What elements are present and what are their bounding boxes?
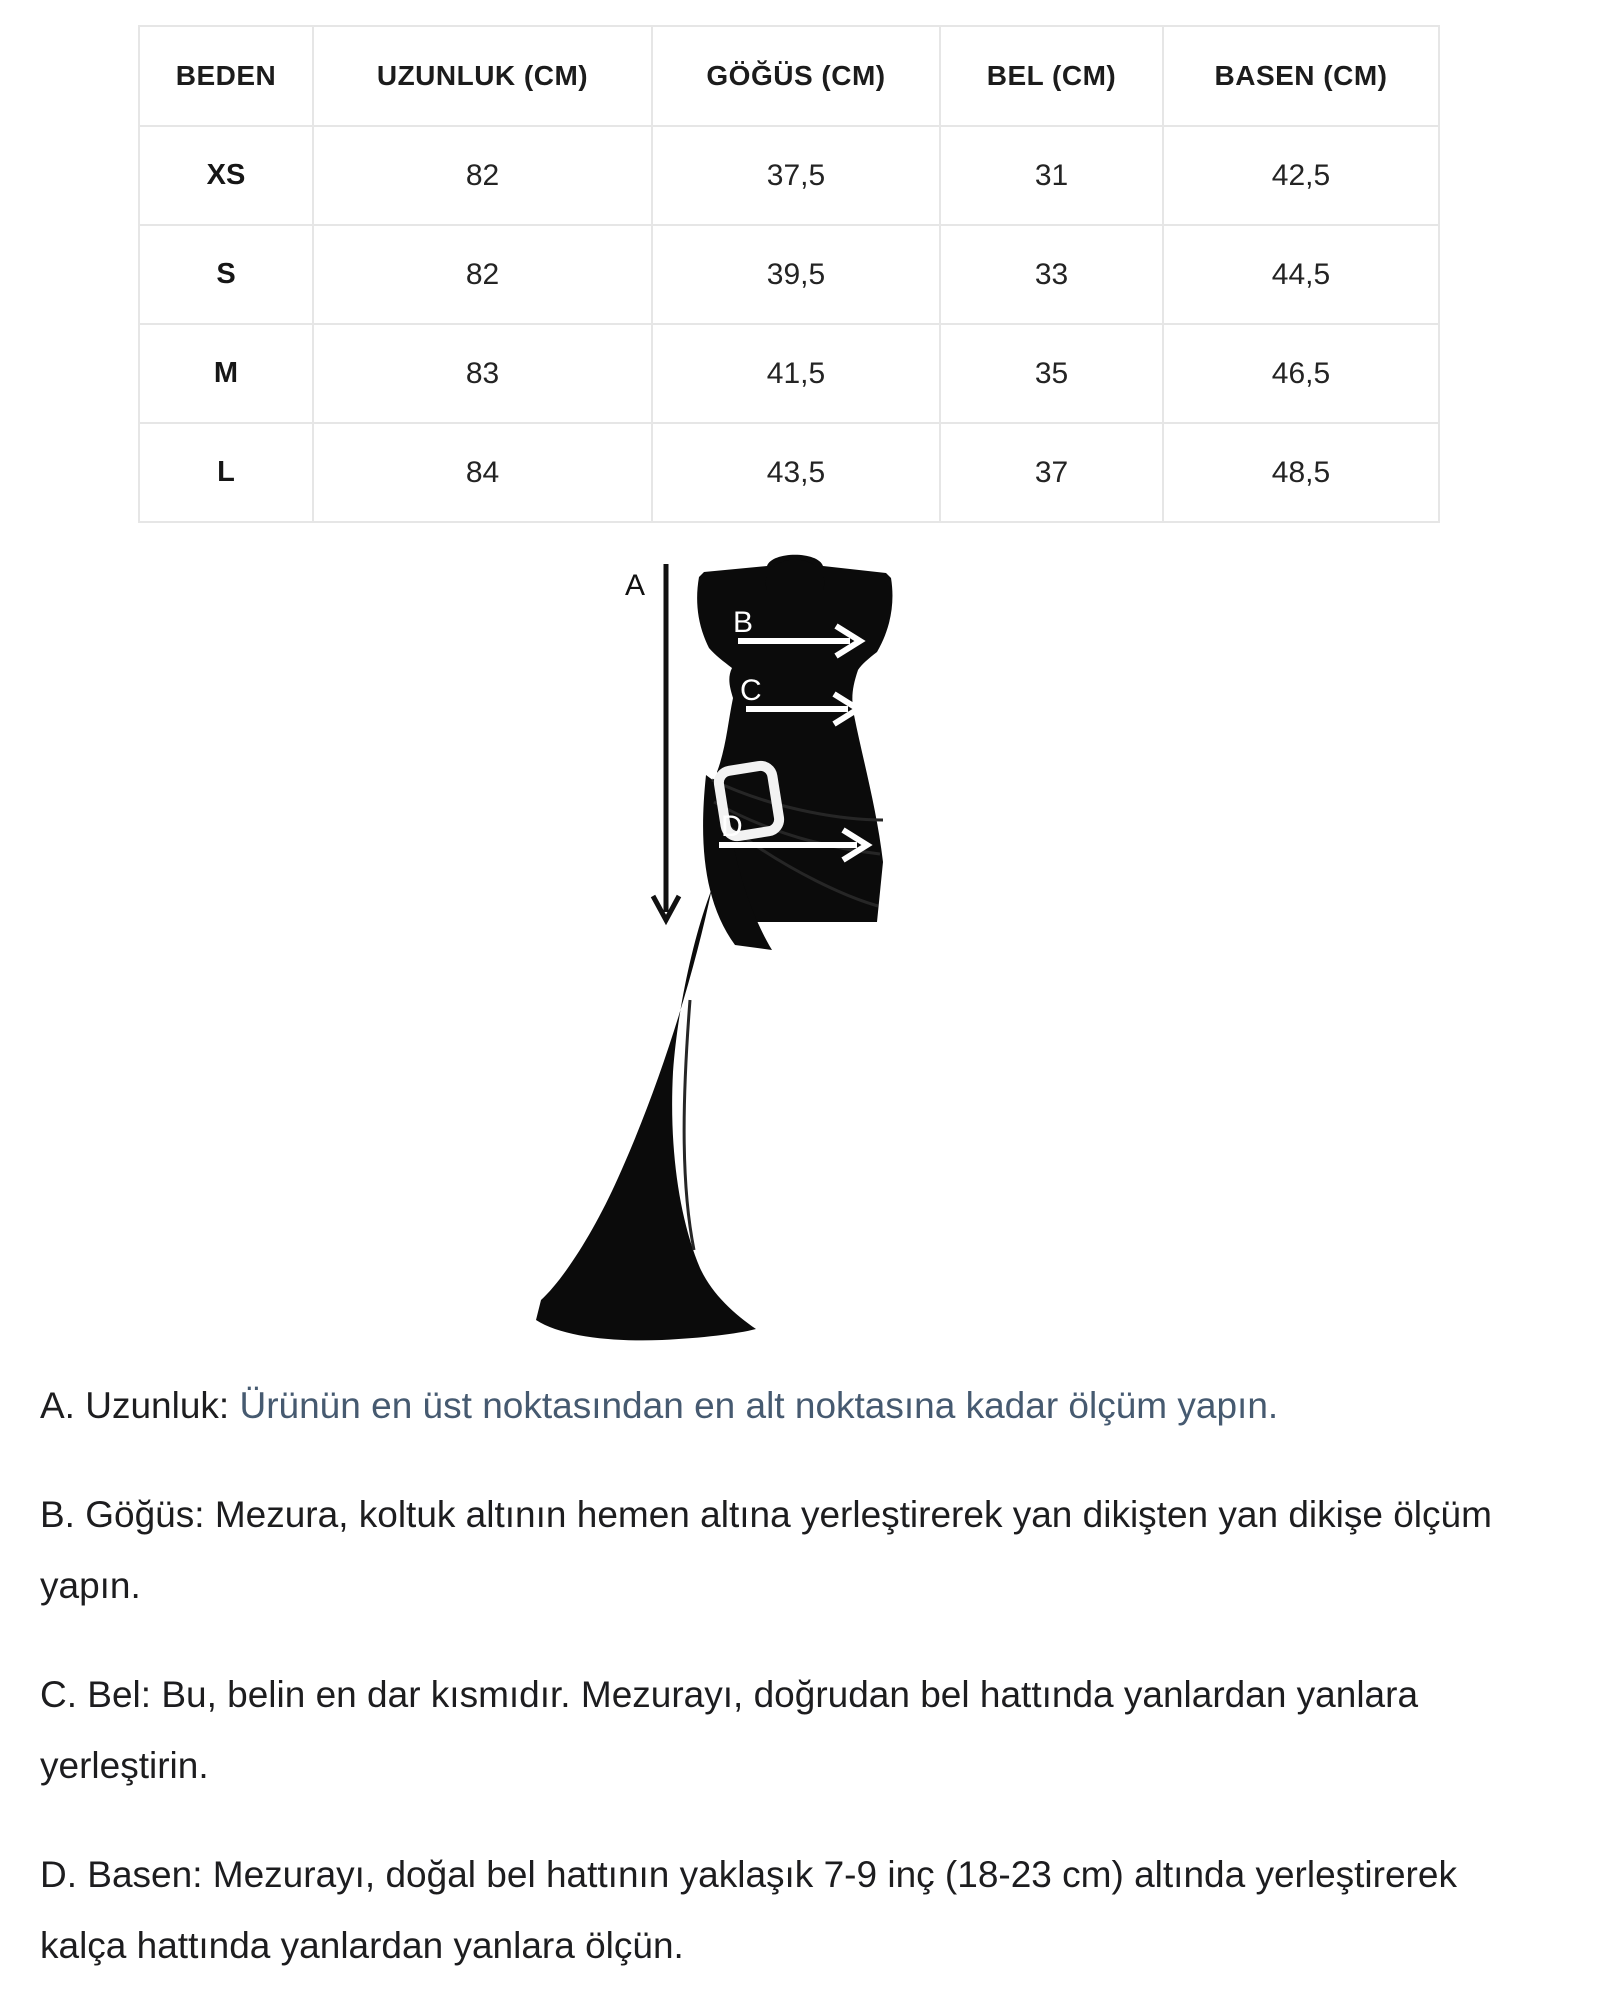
table-cell: 41,5 — [652, 324, 940, 423]
instruction-chest-prefix: B. Göğüs: — [40, 1494, 205, 1535]
size-table — [138, 25, 1440, 523]
column-header-gogus: GÖĞÜS (CM) — [652, 26, 940, 126]
column-header-beden: BEDEN — [139, 26, 313, 126]
column-header-bel: BEL (CM) — [940, 26, 1163, 126]
instruction-hip-prefix: D. Basen: — [40, 1854, 203, 1895]
table-row-xs — [139, 126, 1439, 225]
column-header-basen: BASEN (CM) — [1163, 26, 1439, 126]
size-label-l: L — [139, 423, 313, 522]
instruction-hip — [40, 1839, 1570, 1981]
size-label-xs: XS — [139, 126, 313, 225]
instruction-waist — [40, 1659, 1570, 1801]
instruction-chest-text-line1: Mezura, koltuk altının hemen altına yerleştirerek yan dikişten yan dikişe ölçüm — [214, 1494, 1492, 1535]
table-cell: 33 — [940, 225, 1163, 324]
table-cell: 48,5 — [1163, 423, 1439, 522]
table-cell: 84 — [313, 423, 652, 522]
table-cell: 37 — [940, 423, 1163, 522]
instruction-chest-text-line2: yapın. — [40, 1565, 141, 1606]
instruction-hip-text-line2: kalça hattında yanlardan yanlara ölçün. — [40, 1925, 684, 1966]
instruction-waist-text-line1: Bu, belin en dar kısmıdır. Mezurayı, doğrudan bel hattında yanlardan yanlara — [161, 1674, 1419, 1715]
instruction-chest — [40, 1479, 1570, 1621]
instruction-waist-prefix: C. Bel: — [40, 1674, 152, 1715]
table-cell: 46,5 — [1163, 324, 1439, 423]
table-cell: 83 — [313, 324, 652, 423]
instruction-hip-text-line1: Mezurayı, doğal bel hattının yaklaşık 7-9 inç (18-23 cm) altında yerleştirerek — [212, 1854, 1457, 1895]
table-cell: 31 — [940, 126, 1163, 225]
column-header-uzunluk: UZUNLUK (CM) — [313, 26, 652, 126]
instruction-length-text: Ürünün en üst noktasından en alt noktasına kadar ölçüm yapın. — [239, 1385, 1279, 1426]
table-cell: 37,5 — [652, 126, 940, 225]
table-cell: 43,5 — [652, 423, 940, 522]
instruction-length-prefix: A. Uzunluk: — [40, 1385, 230, 1426]
table-cell: 35 — [940, 324, 1163, 423]
length-label-a: A — [624, 569, 645, 602]
waist-label-c: C — [740, 674, 762, 707]
size-label-s: S — [139, 225, 313, 324]
table-row-m — [139, 324, 1439, 423]
measurement-instructions — [40, 1370, 1570, 2000]
instruction-length — [40, 1370, 1570, 1441]
table-cell: 44,5 — [1163, 225, 1439, 324]
chest-label-b: B — [733, 606, 754, 639]
size-table-header-row — [139, 26, 1439, 126]
size-label-m: M — [139, 324, 313, 423]
dress-measurement-diagram — [510, 540, 930, 1360]
table-cell: 82 — [313, 126, 652, 225]
hip-label-d: D — [721, 810, 743, 843]
table-row-s — [139, 225, 1439, 324]
instruction-waist-text-line2: yerleştirin. — [40, 1745, 209, 1786]
dress-silhouette-icon — [536, 555, 892, 1341]
table-row-l — [139, 423, 1439, 522]
table-cell: 39,5 — [652, 225, 940, 324]
table-cell: 42,5 — [1163, 126, 1439, 225]
table-cell: 82 — [313, 225, 652, 324]
length-arrow-a — [653, 564, 679, 920]
